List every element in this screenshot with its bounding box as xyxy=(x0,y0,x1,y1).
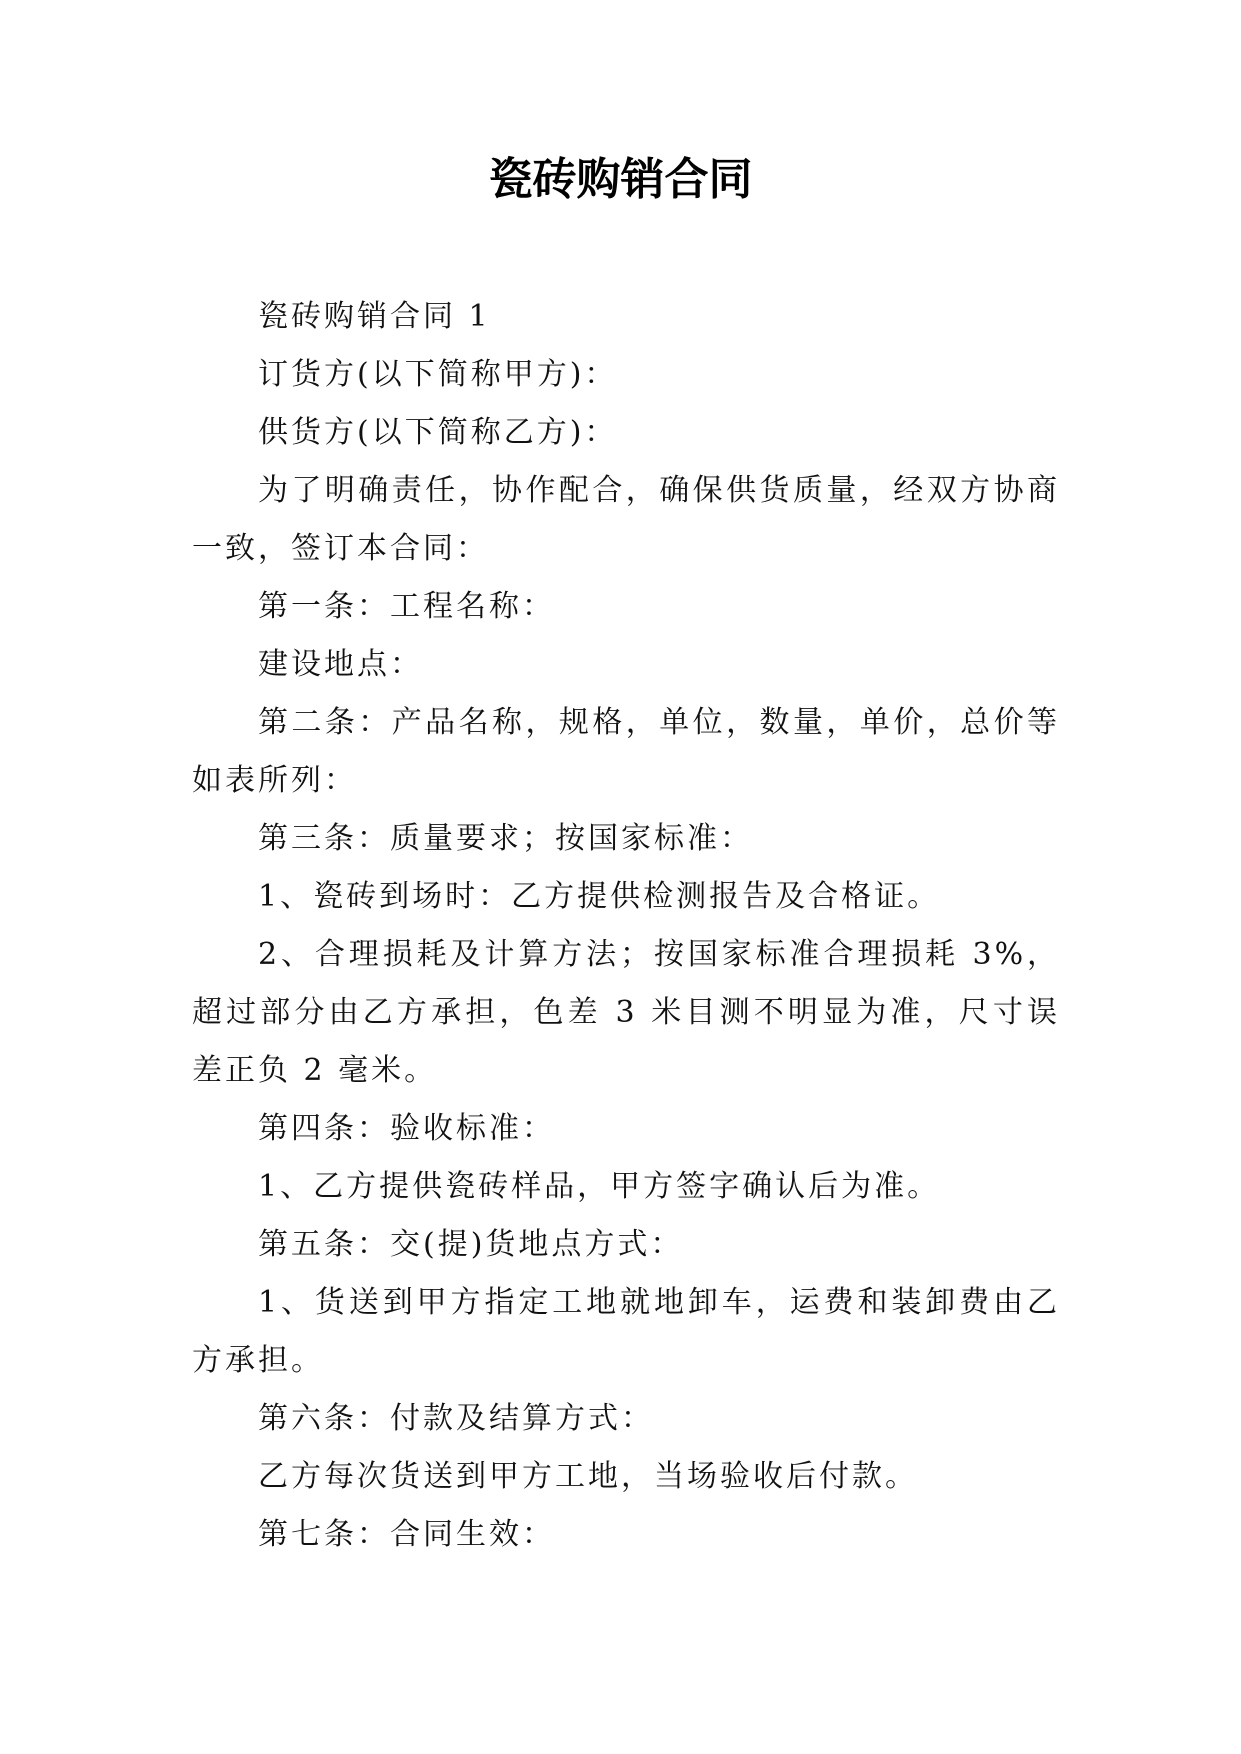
paragraph-article-1: 第一条：工程名称： xyxy=(258,589,555,624)
paragraph-article-5: 第五条：交(提)货地点方式： xyxy=(258,1227,684,1262)
paragraph-article-7: 第七条：合同生效： xyxy=(258,1517,555,1552)
paragraph-article-2: 第二条：产品名称，规格，单位，数量，单价，总价等如表所列： xyxy=(192,705,1060,798)
paragraph-article-6: 第六条：付款及结算方式： xyxy=(258,1401,654,1436)
paragraph-contract-heading: 瓷砖购销合同 1 xyxy=(258,299,491,334)
paragraph-article-3-item-1: 1、瓷砖到场时：乙方提供检测报告及合格证。 xyxy=(258,879,941,914)
paragraph-article-3: 第三条：质量要求；按国家标准： xyxy=(258,821,753,856)
paragraph-article-4-item-1: 1、乙方提供瓷砖样品，甲方签字确认后为准。 xyxy=(258,1169,941,1204)
paragraph-article-6-payment: 乙方每次货送到甲方工地，当场验收后付款。 xyxy=(258,1459,918,1494)
paragraph-article-3-item-2: 2、合理损耗及计算方法；按国家标准合理损耗 3%，超过部分由乙方承担，色差 3 米目测不明显为准，尺寸误差正负 2 毫米。 xyxy=(192,937,1060,1088)
paragraph-article-4: 第四条：验收标准： xyxy=(258,1111,555,1146)
document-body xyxy=(192,288,1060,1564)
paragraph-construction-site: 建设地点： xyxy=(258,647,423,682)
paragraph-party-a: 订货方(以下简称甲方)： xyxy=(258,357,618,392)
paragraph-party-b: 供货方(以下简称乙方)： xyxy=(258,415,618,450)
paragraph-article-5-item-1: 1、货送到甲方指定工地就地卸车，运费和装卸费由乙方承担。 xyxy=(192,1285,1060,1378)
document-title: 瓷砖购销合同 xyxy=(488,154,753,205)
paragraph-preamble: 为了明确责任，协作配合，确保供货质量，经双方协商一致，签订本合同： xyxy=(192,473,1060,566)
